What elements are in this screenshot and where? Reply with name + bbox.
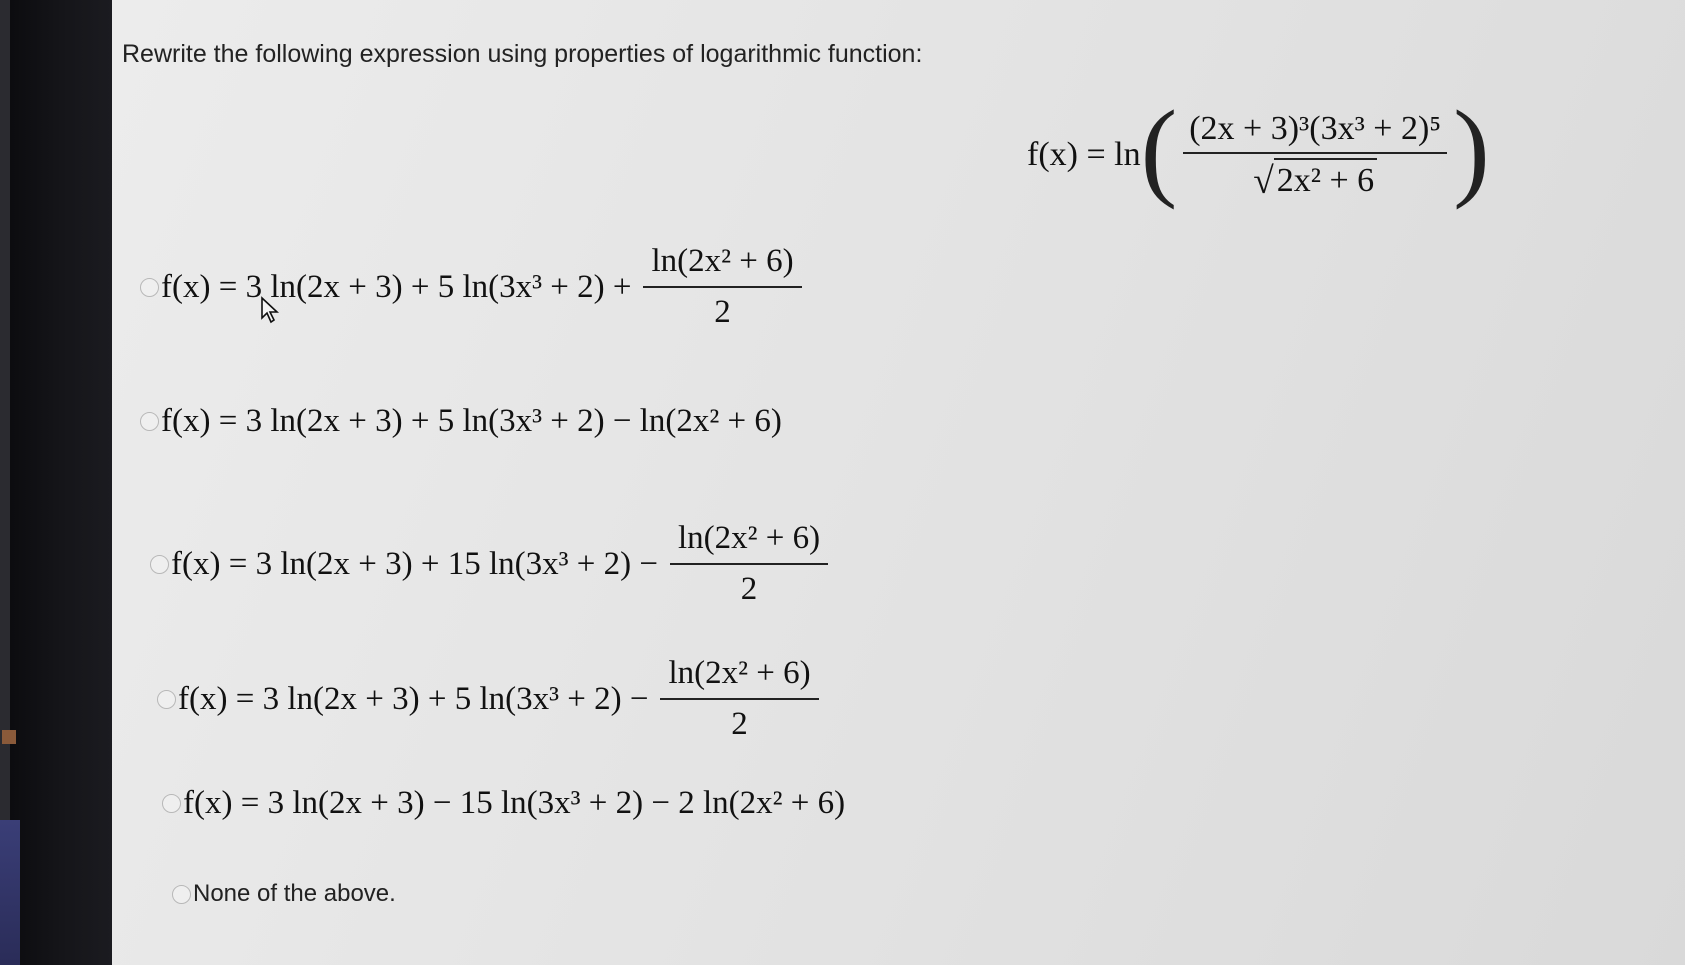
bezel-glare <box>0 820 20 965</box>
option-a-text: f(x) = 3 ln(2x + 3) + 5 ln(3x³ + 2) + <box>161 268 632 305</box>
right-paren: ) <box>1453 88 1490 210</box>
main-numerator: (2x + 3)³(3x³ + 2)⁵ <box>1189 110 1442 147</box>
left-paren: ( <box>1140 88 1178 210</box>
option-d-frac-num: ln(2x² + 6) <box>668 655 811 691</box>
option-d[interactable] <box>157 655 819 743</box>
option-a[interactable] <box>140 243 802 331</box>
option-d-frac-den: 2 <box>731 706 748 742</box>
radio-button[interactable] <box>157 690 176 709</box>
main-expression-lhs: f(x) = ln <box>1027 136 1141 173</box>
option-d-fraction <box>660 655 818 743</box>
radio-button[interactable] <box>150 555 169 574</box>
option-c-fraction <box>670 520 828 608</box>
option-d-text: f(x) = 3 ln(2x + 3) + 5 ln(3x³ + 2) − <box>178 680 649 717</box>
option-none-text: None of the above. <box>193 880 396 907</box>
question-text: Rewrite the following expression using properties of logarithmic function: <box>122 40 923 68</box>
radio-button[interactable] <box>140 412 159 431</box>
option-e[interactable] <box>162 785 845 822</box>
mouse-pointer-icon <box>260 296 280 324</box>
radio-button[interactable] <box>140 278 159 297</box>
main-fraction <box>1183 110 1447 200</box>
main-denominator <box>1247 154 1383 200</box>
option-e-text: f(x) = 3 ln(2x + 3) − 15 ln(3x³ + 2) − 2 ln(2x² + 6) <box>183 785 846 821</box>
monitor-bezel <box>0 0 112 965</box>
option-a-fraction <box>643 243 801 331</box>
option-none[interactable] <box>172 880 396 908</box>
option-a-frac-den: 2 <box>714 294 731 330</box>
option-c-frac-num: ln(2x² + 6) <box>677 520 821 556</box>
radio-button[interactable] <box>162 794 181 813</box>
radio-button[interactable] <box>172 885 191 904</box>
option-b[interactable] <box>140 403 782 440</box>
bezel-mark <box>2 730 16 744</box>
main-expression <box>1027 88 1490 210</box>
option-c-text: f(x) = 3 ln(2x + 3) + 15 ln(3x³ + 2) − <box>171 545 658 582</box>
radicand: 2x² + 6 <box>1274 158 1377 200</box>
sqrt-icon: √ <box>1253 160 1274 202</box>
option-a-frac-num: ln(2x² + 6) <box>651 243 794 279</box>
option-b-text: f(x) = 3 ln(2x + 3) + 5 ln(3x³ + 2) − ln(2x² + 6) <box>161 403 782 439</box>
option-c-frac-den: 2 <box>740 571 758 607</box>
quiz-page <box>112 0 1685 965</box>
option-c[interactable] <box>150 520 828 608</box>
